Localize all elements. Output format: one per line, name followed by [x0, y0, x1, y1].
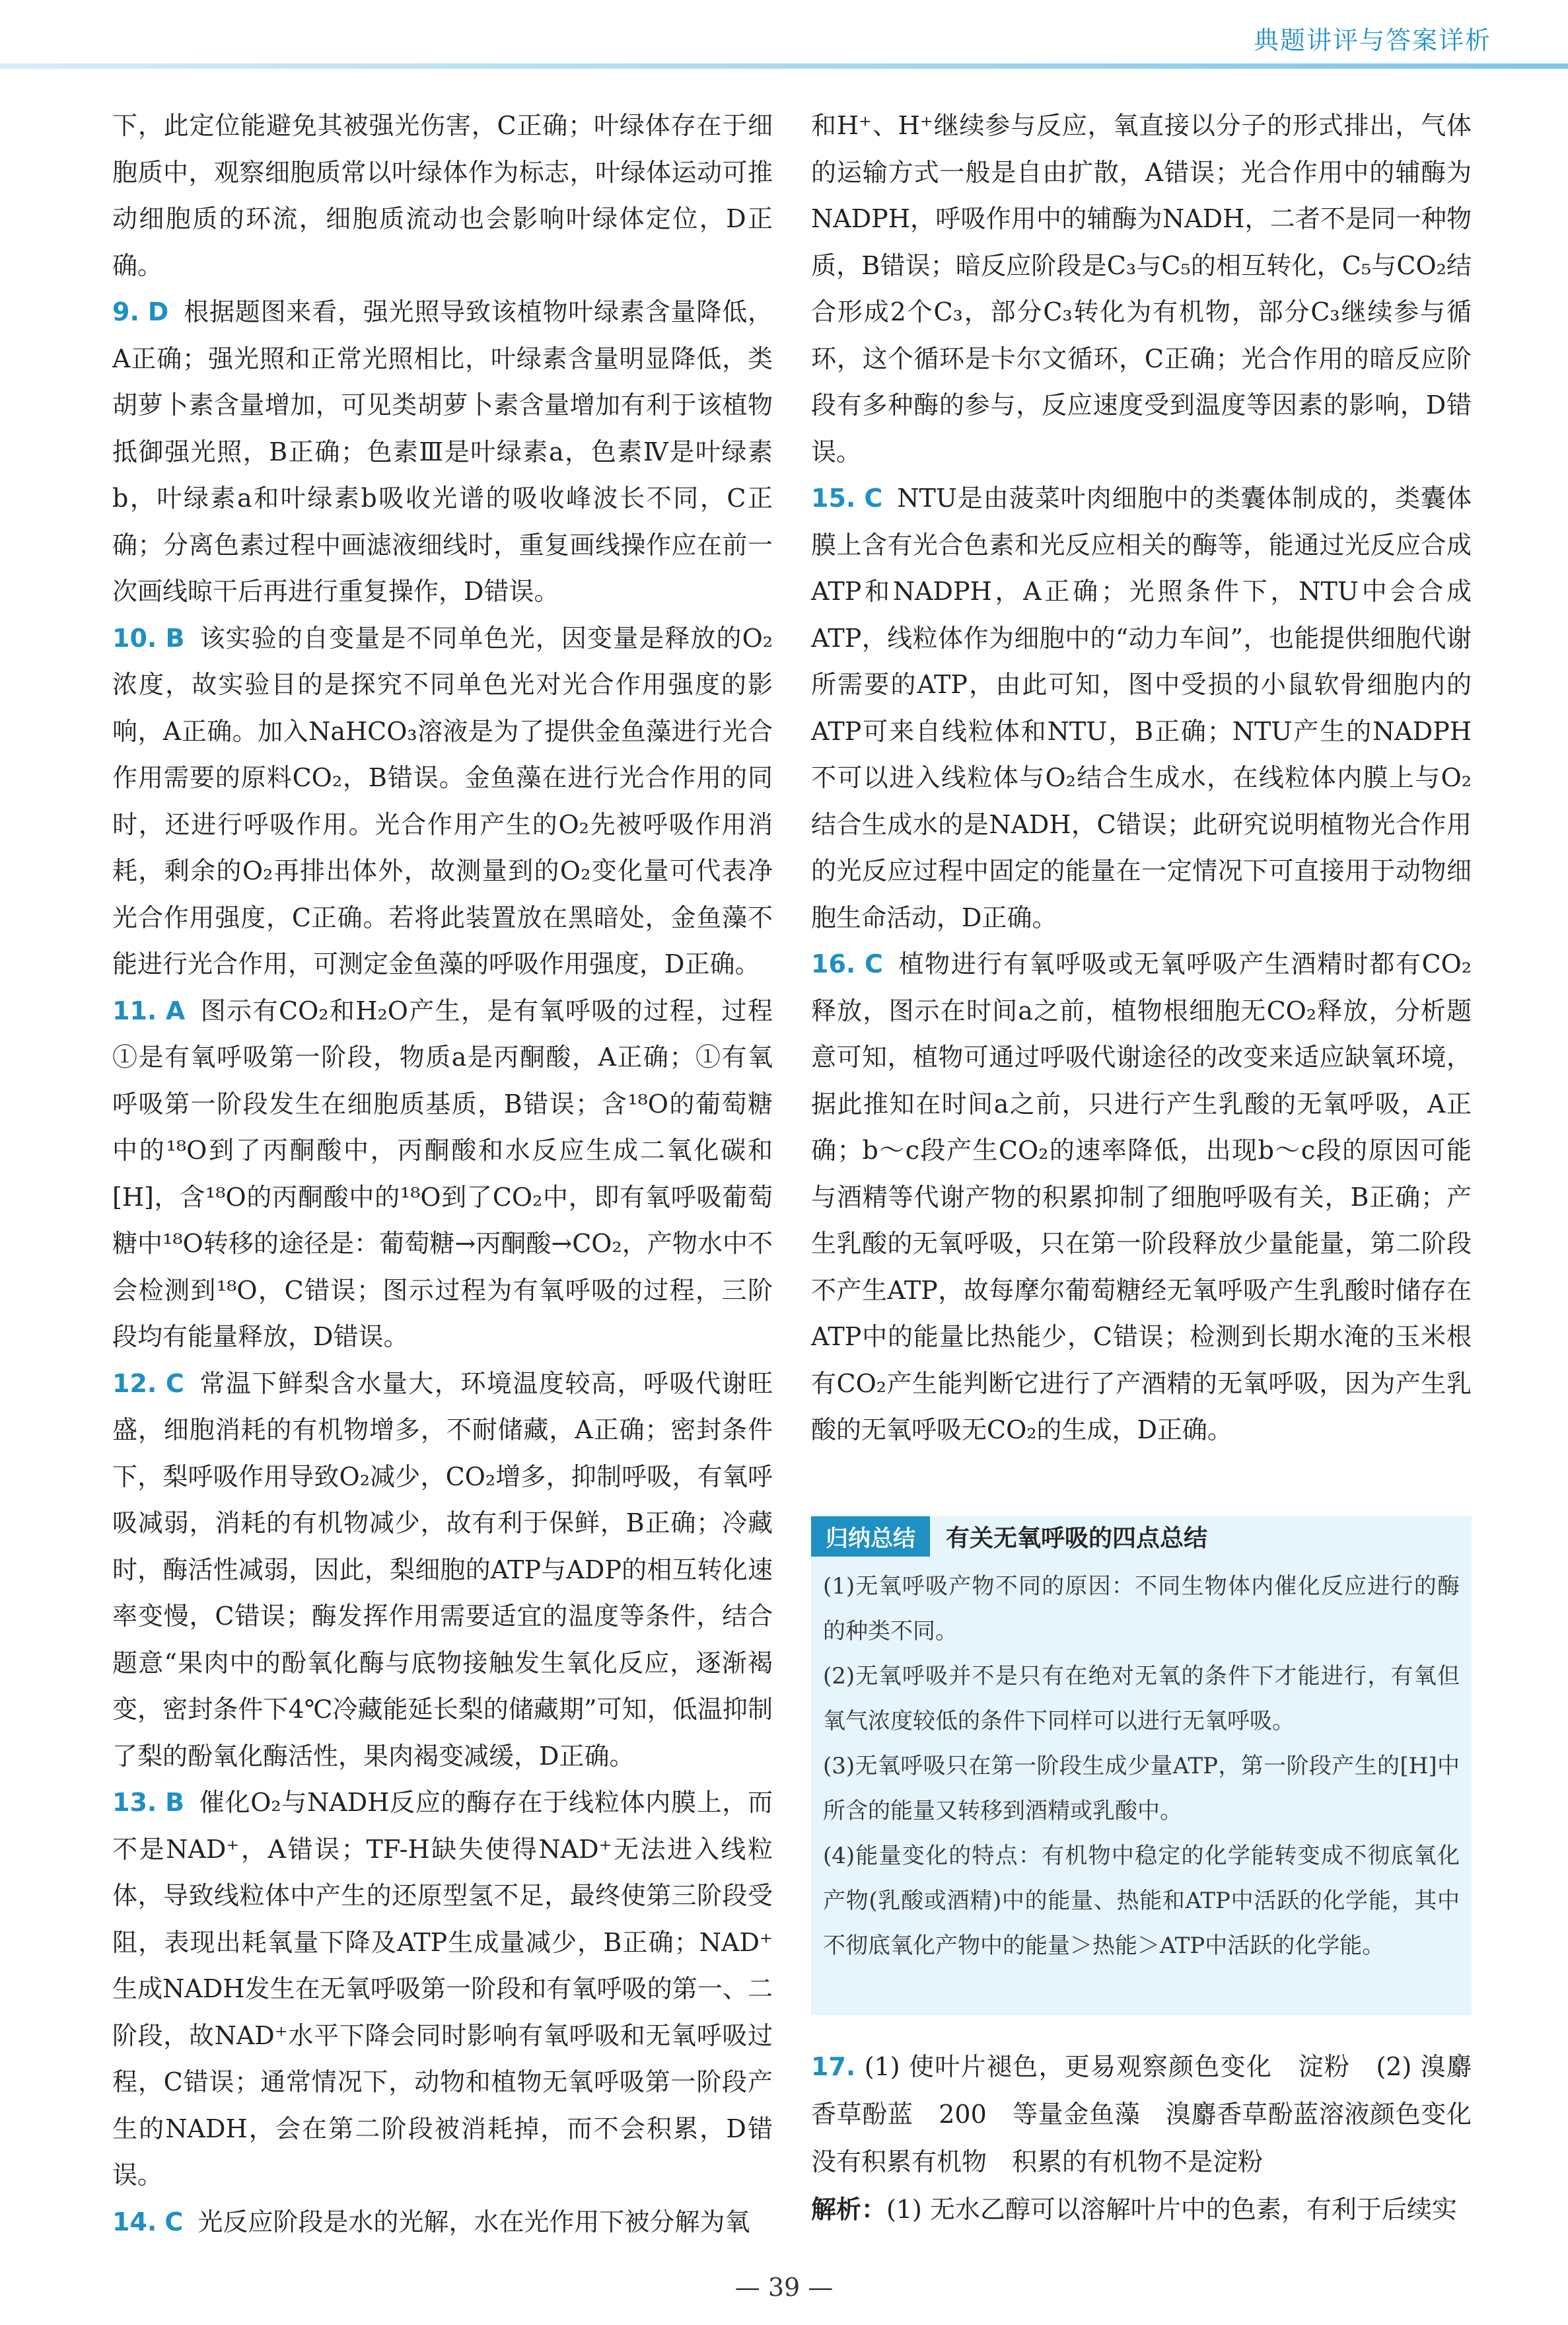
- question-9: 9. D 根据题图来看，强光照导致该植物叶绿素含量降低，A正确；强光照和正常光照相比，叶绿素含量明显降低，类胡萝卜素含量增加，可见类胡萝卜素含量增加有利于该植物抵御强光照，B正确；色素Ⅲ是叶绿素a，色素Ⅳ是叶绿素b，叶绿素a和叶绿素b吸收光谱的吸收峰波长不同，C正确；分离色素过程中画滤液细线时，重复画线操作应在前一次画线晾干后再进行重复操作，D错误。: [112, 297, 773, 606]
- question-11: 11. A 图示有CO₂和H₂O产生，是有氧呼吸的过程，过程①是有氧呼吸第一阶段，物质a是丙酮酸，A正确；①有氧呼吸第一阶段发生在细胞质基质，B错误；含¹⁸O的葡萄糖中的¹⁸O到了丙酮酸中，丙酮酸和水反应生成二氧化碳和[H]，含¹⁸O的丙酮酸中的¹⁸O到了CO₂中，即有氧呼吸葡萄糖中¹⁸O转移的途径是：葡萄糖→丙酮酸→CO₂，产物水中不会检测到¹⁸O，C错误；图示过程为有氧呼吸的过程，三阶段均有能量释放，D错误。: [112, 996, 773, 1351]
- question-13: 13. B 催化O₂与NADH反应的酶存在于线粒体内膜上，而不是NAD⁺，A错误；TF-H缺失使得NAD⁺无法进入线粒体，导致线粒体中产生的还原型氢不足，最终使第三阶段受阻，表现出耗氧量下降及ATP生成量减少，B正确；NAD⁺生成NADH发生在无氧呼吸第一阶段和有氧呼吸的第一、二阶段，故NAD⁺水平下降会同时影响有氧呼吸和无氧呼吸过程，C错误；通常情况下，动物和植物无氧呼吸第一阶段产生的NADH，会在第二阶段被消耗掉，而不会积累，D错误。: [112, 1788, 773, 2190]
- question-17-analysis: 解析：(1) 无水乙醇可以溶解叶片中的色素，有利于后续实: [811, 2195, 1457, 2224]
- question-15: 15. C NTU是由菠菜叶肉细胞中的类囊体制成的，类囊体膜上含有光合色素和光反应相关的酶等，能通过光反应合成ATP和NADPH，A正确；光照条件下，NTU中会合成ATP，线粒体作为细胞中的“动力车间”，也能提供细胞代谢所需要的ATP，由此可知，图中受损的小鼠软骨细胞内的ATP可来自线粒体和NTU，B正确；NTU产生的NADPH不可以进入线粒体与O₂结合生成水，在线粒体内膜上与O₂结合生成水的是NADH，C错误；此研究说明植物光合作用的光反应过程中固定的能量在一定情况下可直接用于动物细胞生命活动，D正确。: [811, 484, 1472, 932]
- left-column: [112, 102, 773, 2245]
- page-number: — 39 —: [734, 2273, 834, 2302]
- question-14: 14. C 光反应阶段是水的光解，水在光作用下被分解为氧: [112, 2207, 750, 2236]
- right-column: [811, 102, 1472, 1454]
- summary-point: (2)无氧呼吸并不是只有在绝对无氧的条件下才能进行，有氧但氧气浓度较低的条件下同样可以进行无氧呼吸。: [823, 1663, 1460, 1734]
- question-17: [811, 2043, 1497, 2233]
- summary-header: [811, 1516, 1207, 1556]
- running-header: 典题讲评与答案详析: [1253, 26, 1491, 55]
- question-12: 12. C 常温下鲜梨含水量大，环境温度较高，呼吸代谢旺盛，细胞消耗的有机物增多，不耐储藏，A正确；密封条件下，梨呼吸作用导致O₂减少，CO₂增多，抑制呼吸，有氧呼吸减弱，消耗的有机物减少，故有利于保鲜，B正确；冷藏时，酶活性减弱，因此，梨细胞的ATP与ADP的相互转化速率变慢，C错误；酶发挥作用需要适宜的温度等条件，结合题意“果肉中的酚氧化酶与底物接触发生氧化反应，逐渐褐变，密封条件下4℃冷藏能延长梨的储藏期”可知，低温抑制了梨的酚氧化酶活性，果肉褐变减缓，D正确。: [112, 1368, 773, 1771]
- summary-title: 有关无氧呼吸的四点总结: [946, 1524, 1208, 1552]
- summary-body: [823, 1564, 1460, 1968]
- question-17-answer: 17. (1) 使叶片褪色，更易观察颜色变化 淀粉 (2) 溴麝香草酚蓝 200 等量金鱼藻 溴麝香草酚蓝溶液颜色变化 没有积累有机物 积累的有机物不是淀粉: [811, 2052, 1497, 2176]
- summary-point: (3)无氧呼吸只在第一阶段生成少量ATP，第一阶段产生的[H]中所含的能量又转移到酒精或乳酸中。: [823, 1753, 1460, 1824]
- summary-tag: 归纳总结: [811, 1516, 930, 1557]
- summary-box: [811, 1516, 1472, 2015]
- question-10: 10. B 该实验的自变量是不同单色光，因变量是释放的O₂浓度，故实验目的是探究不同单色光对光合作用强度的影响，A正确。加入NaHCO₃溶液是为了提供金鱼藻进行光合作用需要的原料CO₂，B错误。金鱼藻在进行光合作用的同时，还进行呼吸作用。光合作用产生的O₂先被呼吸作用消耗，剩余的O₂再排出体外，故测量到的O₂变化量可代表净光合作用强度，C正确。若将此装置放在黑暗处，金鱼藻不能进行光合作用，可测定金鱼藻的呼吸作用强度，D正确。: [112, 623, 773, 978]
- left-intro: 下，此定位能避免其被强光伤害，C正确；叶绿体存在于细胞质中，观察细胞质常以叶绿体作为标志，叶绿体运动可推动细胞质的环流，细胞质流动也会影响叶绿体定位，D正确。: [112, 111, 773, 280]
- header-rule: [0, 63, 1568, 69]
- summary-point: (1)无氧呼吸产物不同的原因：不同生物体内催化反应进行的酶的种类不同。: [823, 1573, 1460, 1644]
- summary-point: (4)能量变化的特点：有机物中稳定的化学能转变成不彻底氧化产物(乳酸或酒精)中的能量、热能和ATP中活跃的化学能，其中不彻底氧化产物中的能量＞热能＞ATP中活跃的化学能。: [823, 1843, 1460, 1959]
- right-intro: 和H⁺、H⁺继续参与反应，氧直接以分子的形式排出，气体的运输方式一般是自由扩散，A错误；光合作用中的辅酶为NADPH，呼吸作用中的辅酶为NADH，二者不是同一种物质，B错误；暗反应阶段是C₃与C₅的相互转化，C₅与CO₂结合形成2个C₃，部分C₃转化为有机物，部分C₃继续参与循环，这个循环是卡尔文循环，C正确；光合作用的暗反应阶段有多种酶的参与，反应速度受到温度等因素的影响，D错误。: [811, 111, 1472, 466]
- question-16: 16. C 植物进行有氧呼吸或无氧呼吸产生酒精时都有CO₂释放，图示在时间a之前，植物根细胞无CO₂释放，分析题意可知，植物可通过呼吸代谢途径的改变来适应缺氧环境，据此推知在时间a之前，只进行产生乳酸的无氧呼吸，A正确；b～c段产生CO₂的速率降低，出现b～c段的原因可能与酒精等代谢产物的积累抑制了细胞呼吸有关，B正确；产生乳酸的无氧呼吸，只在第一阶段释放少量能量，第二阶段不产生ATP，故每摩尔葡萄糖经无氧呼吸产生乳酸时储存在ATP中的能量比热能少，C错误；检测到长期水淹的玉米根有CO₂产生能判断它进行了产酒精的无氧呼吸，因为产生乳酸的无氧呼吸无CO₂的生成，D正确。: [811, 949, 1472, 1444]
